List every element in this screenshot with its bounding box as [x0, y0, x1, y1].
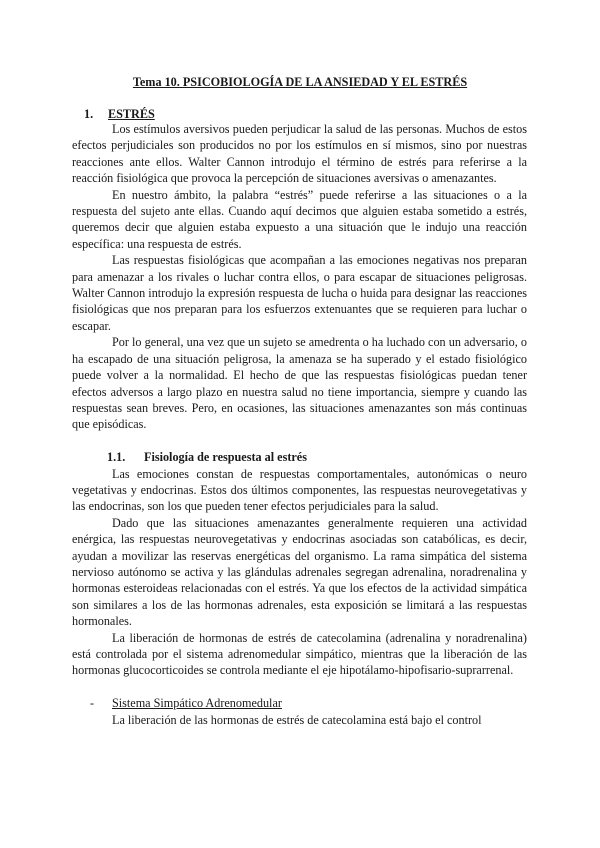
paragraph: Las respuestas fisiológicas que acompañan a las emociones negativas nos preparan para amenazar a los rivales o luchar contra ellos, o para escapar de situaciones peligrosas. Walter Cannon introdujo la expresión respuesta de lucha o huida para designar las reacciones fisiológicas que nos preparan para los esfuerzos extenuantes que se requieren para luchar o escapar.: [72, 253, 527, 333]
paragraph: Por lo general, una vez que un sujeto se amedrenta o ha luchado con un adversario, o ha escapado de una situación peligrosa, la amenaza se ha superado y el estado fisiológico puede volver a la normalidad. El hecho de que las respuestas fisiológicas puedan tener efectos adversos a largo plazo en nuestra salud no tiene importancia, siempre y cuando las respuestas sean breves. Pero, en ocasiones, las situaciones amenazantes son más continuas que episódicas.: [72, 335, 527, 432]
subsection-heading: [72, 449, 527, 465]
list-item-text: La liberación de las hormonas de estrés de catecolamina está bajo el control: [112, 712, 482, 727]
list-item-label: Sistema Simpático Adrenomedular: [112, 696, 282, 711]
section-title: ESTRÉS: [108, 107, 155, 121]
section-heading: [84, 106, 155, 122]
section-number: 1.: [84, 107, 94, 121]
subsection-number: 1.1.: [107, 450, 126, 465]
document-title: Tema 10. PSICOBIOLOGÍA DE LA ANSIEDAD Y EL ESTRÉS: [132, 75, 468, 89]
paragraph: La liberación de hormonas de estrés de catecolamina (adrenalina y noradrenalina) está controlada por el sistema adrenomedular simpático, mientras que la liberación de las hormonas glucocorticoides se controla mediante el eje hipotálamo-hipofisario-suprarrenal.: [72, 630, 527, 678]
subsection-title: Fisiología de respuesta al estrés: [144, 450, 307, 465]
paragraph: En nuestro ámbito, la palabra “estrés” puede referirse a las situaciones o a la respuesta del sujeto ante ellas. Cuando aquí decimos que alguien estaba sometido a estrés, queremos decir que alguien estaba expuesto a una situación que le indujo una reacción específica: una respuesta de estrés.: [72, 187, 527, 251]
paragraph: Los estímulos aversivos pueden perjudicar la salud de las personas. Muchos de estos efectos perjudiciales son producidos no por los estímulos en sí mismos, sino por nuestras reacciones ante ellos. Walter Cannon introdujo el término de estrés para referirse a la reacción fisiológica que provoca la percepción de situaciones aversivas o amenazantes.: [72, 122, 527, 186]
list-item: [72, 695, 527, 711]
list-bullet: -: [90, 696, 95, 711]
paragraph: Dado que las situaciones amenazantes generalmente requieren una actividad enérgica, las respuestas neurovegetativas y endocrinas asociadas son catabólicas, es decir, ayudan a movilizar las reservas energéticas del organismo. La rama simpática del sistema nervioso autónomo se activa y las glándulas adrenales segregan adrenalina, noradrenalina y hormonas esteroideas relacionadas con el estrés. Ya que los efectos de la actividad simpática son similares a los de las hormonas adrenales, esta exposición se limitará a las respuestas hormonales.: [72, 515, 527, 629]
document-body: [72, 121, 527, 728]
paragraph: Las emociones constan de respuestas comportamentales, autonómicas o neuro vegetativas y endocrinas. Estos dos últimos componentes, las respuestas neurovegetativas y las endocrinas, son los que pueden tener efectos perjudiciales para la salud.: [72, 466, 527, 514]
